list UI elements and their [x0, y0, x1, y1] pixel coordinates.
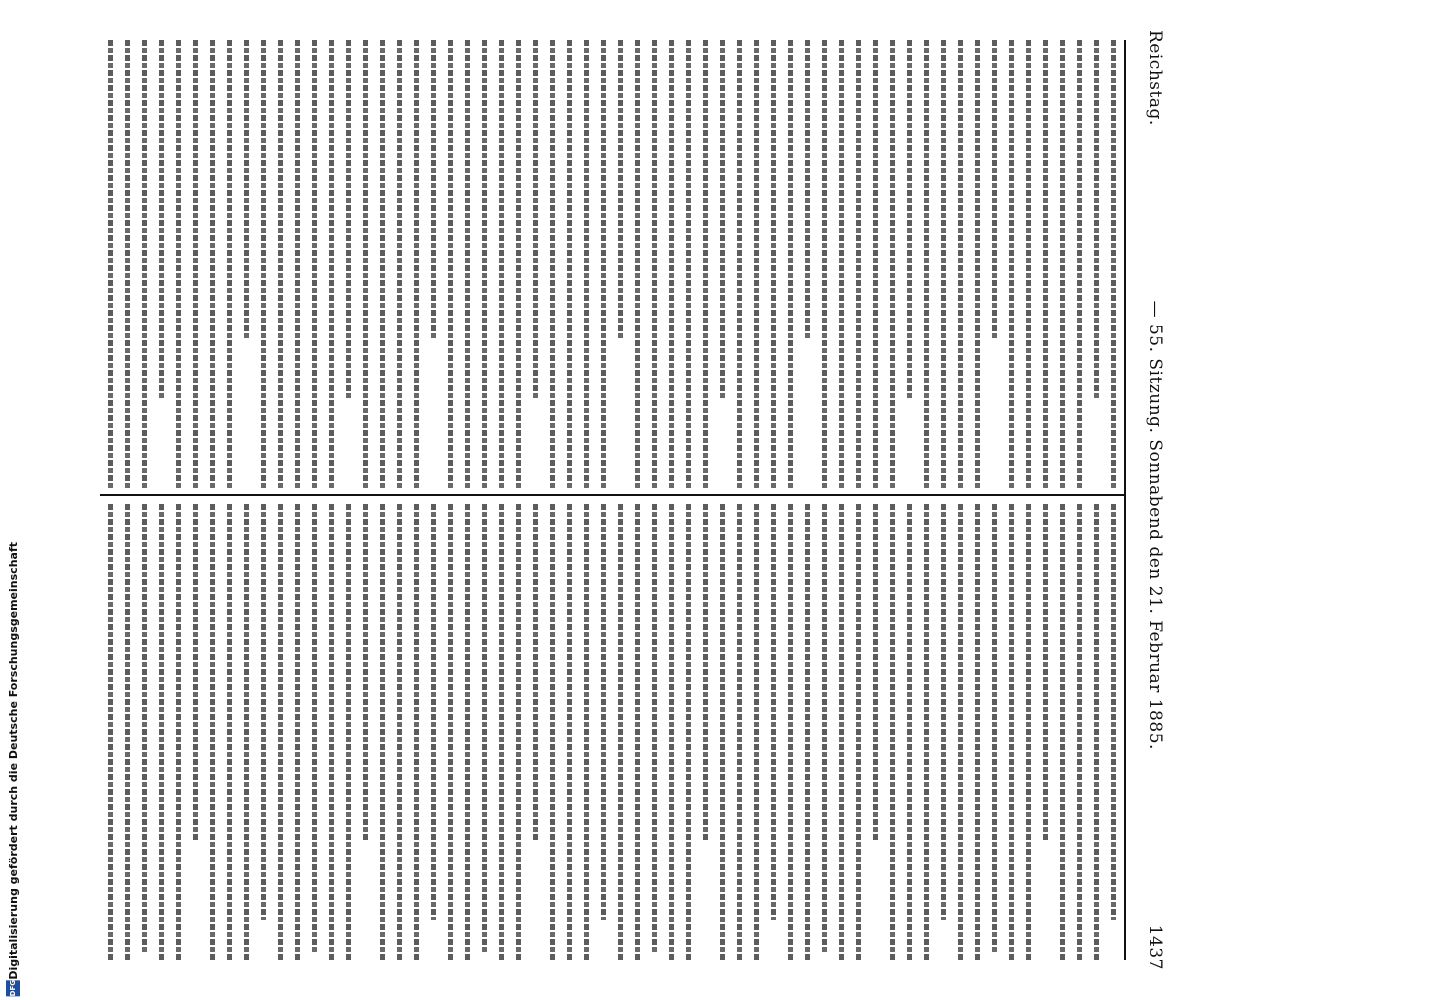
text-line: [193, 504, 198, 840]
text-line: [856, 40, 861, 488]
text-line: [516, 40, 521, 488]
text-line: [482, 504, 487, 954]
text-line: [516, 504, 521, 960]
text-line: [261, 40, 266, 488]
text-line: [720, 40, 725, 398]
text-line: [380, 504, 385, 960]
text-line: [720, 504, 725, 960]
text-line: [958, 40, 963, 488]
text-line: [703, 504, 708, 840]
text-line: [397, 40, 402, 488]
running-header: [1143, 30, 1167, 970]
text-line: [890, 504, 895, 960]
text-line: [669, 504, 674, 960]
text-line: [788, 40, 793, 488]
text-line: [533, 40, 538, 398]
text-line: [142, 40, 147, 488]
text-line: [584, 504, 589, 960]
text-line: [431, 504, 436, 920]
text-line: [924, 40, 929, 488]
text-line: [992, 504, 997, 954]
column-divider-rule: [100, 494, 1124, 496]
text-line: [482, 40, 487, 488]
text-column-2: [106, 40, 1116, 488]
text-line: [958, 504, 963, 960]
text-line: [601, 504, 606, 920]
text-line: [244, 40, 249, 338]
text-line: [1111, 40, 1116, 488]
text-line: [839, 504, 844, 960]
text-line: [499, 504, 504, 960]
text-line: [125, 504, 130, 960]
text-line: [448, 40, 453, 488]
text-line: [805, 504, 810, 960]
text-line: [312, 504, 317, 954]
text-line: [210, 40, 215, 488]
text-line: [686, 40, 691, 488]
text-line: [635, 40, 640, 488]
text-line: [873, 40, 878, 488]
header-rule: [1124, 40, 1126, 960]
text-line: [975, 504, 980, 960]
text-line: [1026, 504, 1031, 960]
text-line: [261, 504, 266, 920]
text-line: [907, 40, 912, 398]
text-line: [244, 504, 249, 960]
text-line: [873, 504, 878, 840]
text-line: [414, 40, 419, 488]
text-line: [295, 40, 300, 488]
text-line: [771, 504, 776, 920]
text-line: [907, 504, 912, 960]
text-line: [1043, 504, 1048, 840]
text-line: [584, 40, 589, 488]
text-line: [652, 40, 657, 488]
text-line: [499, 40, 504, 488]
text-line: [822, 40, 827, 488]
text-line: [363, 504, 368, 840]
text-line: [176, 504, 181, 960]
text-line: [397, 504, 402, 960]
text-line: [346, 40, 351, 398]
text-line: [754, 504, 759, 960]
text-line: [924, 504, 929, 960]
text-line: [312, 40, 317, 488]
text-line: [567, 504, 572, 960]
text-line: [295, 504, 300, 960]
text-line: [550, 504, 555, 960]
text-line: [737, 504, 742, 960]
text-line: [1009, 40, 1014, 488]
text-line: [1111, 504, 1116, 920]
text-line: [380, 40, 385, 488]
text-line: [193, 40, 198, 488]
text-line: [108, 40, 113, 488]
text-line: [618, 40, 623, 338]
text-line: [754, 40, 759, 488]
text-line: [618, 504, 623, 960]
text-line: [601, 40, 606, 488]
text-line: [125, 40, 130, 488]
text-line: [1009, 504, 1014, 960]
text-line: [652, 504, 657, 954]
digitization-note: Digitalisierung gefördert durch die Deutsche Forschungsgemeinschaft: [6, 541, 20, 980]
text-line: [210, 504, 215, 960]
text-line: [533, 504, 538, 840]
text-line: [108, 504, 113, 960]
digitization-credit: [4, 541, 22, 1000]
text-line: [686, 504, 691, 960]
text-line: [805, 40, 810, 338]
text-line: [635, 504, 640, 960]
text-line: [414, 504, 419, 960]
text-line: [227, 504, 232, 960]
text-line: [839, 40, 844, 488]
text-line: [159, 504, 164, 960]
text-line: [363, 40, 368, 488]
text-line: [227, 40, 232, 488]
text-line: [788, 504, 793, 960]
text-line: [1094, 504, 1099, 960]
header-chamber: Reichstag.: [1145, 30, 1165, 126]
text-line: [1043, 40, 1048, 488]
text-line: [159, 40, 164, 398]
text-line: [890, 40, 895, 488]
text-line: [567, 40, 572, 488]
text-line: [346, 504, 351, 960]
text-line: [278, 40, 283, 488]
text-line: [550, 40, 555, 488]
text-line: [278, 504, 283, 960]
text-line: [1060, 504, 1065, 960]
text-line: [941, 504, 946, 920]
text-line: [737, 40, 742, 488]
text-line: [669, 40, 674, 488]
text-line: [856, 504, 861, 960]
dfg-logo: DFG: [6, 980, 20, 996]
text-line: [431, 40, 436, 338]
text-line: [1077, 504, 1082, 960]
text-column-1: [106, 504, 1116, 960]
text-line: [975, 40, 980, 488]
text-line: [1077, 40, 1082, 488]
text-line: [329, 504, 334, 960]
text-line: [448, 504, 453, 960]
text-line: [822, 504, 827, 954]
text-line: [941, 40, 946, 488]
text-line: [1060, 40, 1065, 488]
text-line: [142, 504, 147, 954]
text-line: [329, 40, 334, 488]
text-line: [176, 40, 181, 488]
text-line: [1094, 40, 1099, 398]
page-number: 1437: [1145, 924, 1165, 970]
text-line: [771, 40, 776, 488]
header-session: — 55. Sitzung. Sonnabend den 21. Februar 1885.: [1145, 300, 1165, 750]
text-line: [465, 40, 470, 488]
text-line: [1026, 40, 1031, 488]
text-line: [703, 40, 708, 488]
text-line: [465, 504, 470, 960]
text-line: [992, 40, 997, 338]
